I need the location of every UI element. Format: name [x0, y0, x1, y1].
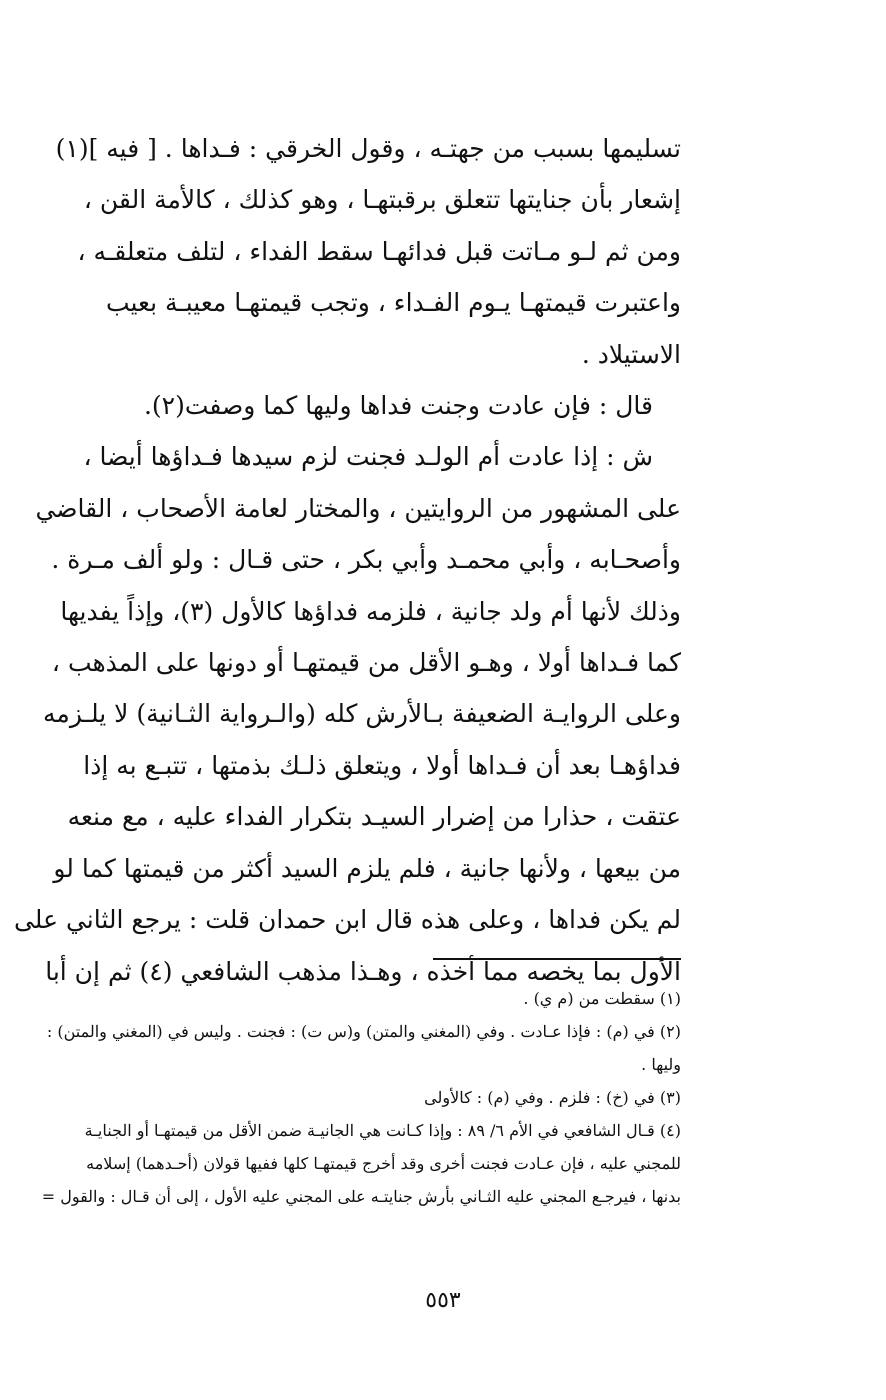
text-line: تسليمها بسبب من جهتـه ، وقول الخرقي : فـداها . [ فيه ](١) — [55, 134, 681, 163]
text-line: الاستيلاد . — [581, 339, 681, 369]
footnote-line: (٢) في (م) : فإذا عـادت . وفي (المغني والمتن) و(س ت) : فجنت . وليس في (المغني والمتن) : — [46, 1022, 681, 1041]
footnote-3 — [113, 1081, 681, 1114]
text-line: من بيعها ، ولأنها جانية ، فلم يلزم السيد أكثر من قيمتها كما لو — [53, 853, 681, 883]
footnote-4 — [41, 1114, 681, 1213]
footnote-line: بدنها ، فيرجـع المجني عليه الثـاني بأرش جنايتـه على المجني عليه الأول ، إلى أن قـال : والقول = — [41, 1187, 681, 1206]
text-line: الأول بما يخصه مما أخذه ، وهـذا مذهب الشافعي (٤) ثم إن أبا — [45, 956, 681, 986]
footnote-line: وليها . — [641, 1055, 681, 1074]
text-line: فداؤهـا بعد أن فـداها أولا ، ويتعلق ذلـك بذمتها ، تتبـع به إذا — [83, 750, 681, 780]
footnote-2 — [46, 1015, 681, 1081]
text-line: قال : فإن عادت وجنت فداها وليها كما وصفت(٢). — [143, 391, 653, 421]
text-line: ومن ثم لـو مـاتت قبل فدائهـا سقط الفداء ، لتلف متعلقـه ، — [77, 236, 681, 266]
text-line: وذلك لأنها أم ولد جانية ، فلزمه فداؤها كالأول (٣)، وإذاً يفديها — [60, 596, 681, 626]
footnote-line: (١) سقطت من (م ي) . — [523, 989, 681, 1008]
paragraph-1 — [55, 123, 681, 380]
footnote-line: للمجني عليه ، فإن عـادت فجنت أخرى وقد أخرج قيمتهـا كلها ففيها قولان (أحـدهما) إسلامه — [86, 1154, 681, 1173]
footnote-line: (٣) في (خ) : فلزم . وفي (م) : كالأولى — [424, 1088, 681, 1107]
text-line: عتقت ، حذارا من إضرار السيـد بتكرار الفداء عليه ، مع منعه — [67, 802, 681, 832]
footnote-1 — [113, 982, 681, 1015]
text-line: وأصحـابه ، وأبي محمـد وأبي بكر ، حتى قـال : ولو ألف مـرة . — [51, 545, 681, 575]
footnotes — [41, 982, 681, 1213]
text-line: واعتبرت قيمتهـا يـوم الفـداء ، وتجب قيمتهـا معيبـة بعيب — [105, 288, 681, 318]
text-line: لم يكن فداها ، وعلى هذه قال ابن حمدان قلت : يرجع الثاني على — [13, 905, 681, 935]
text-line: وعلى الروايـة الضعيفة بـالأرش كله (والـرواية الثـانية) لا يلـزمه — [43, 699, 681, 729]
paragraph-2 — [113, 380, 681, 431]
text-line: كما فـداها أولا ، وهـو الأقل من قيمتهـا أو دونها على المذهب ، — [51, 648, 681, 678]
text-line: إشعار بأن جنايتها تتعلق برقبتهـا ، وهو كذلك ، كالأمة القن ، — [83, 185, 681, 215]
main-text — [13, 123, 681, 997]
footnote-separator — [433, 958, 681, 960]
text-line: ش : إذا عادت أم الولـد فجنت لزم سيدها فـداؤها أيضا ، — [83, 442, 653, 472]
page-number: ٥٥٣ — [425, 1288, 461, 1313]
text-line: على المشهور من الروايتين ، والمختار لعامة الأصحاب ، القاضي — [35, 493, 681, 523]
paragraph-3 — [13, 431, 681, 996]
footnote-line: (٤) قـال الشافعي في الأم ٦/ ٨٩ : وإذا كـانت هي الجانيـة ضمن الأقل من قيمتهـا أو الجنايـة — [84, 1121, 681, 1140]
